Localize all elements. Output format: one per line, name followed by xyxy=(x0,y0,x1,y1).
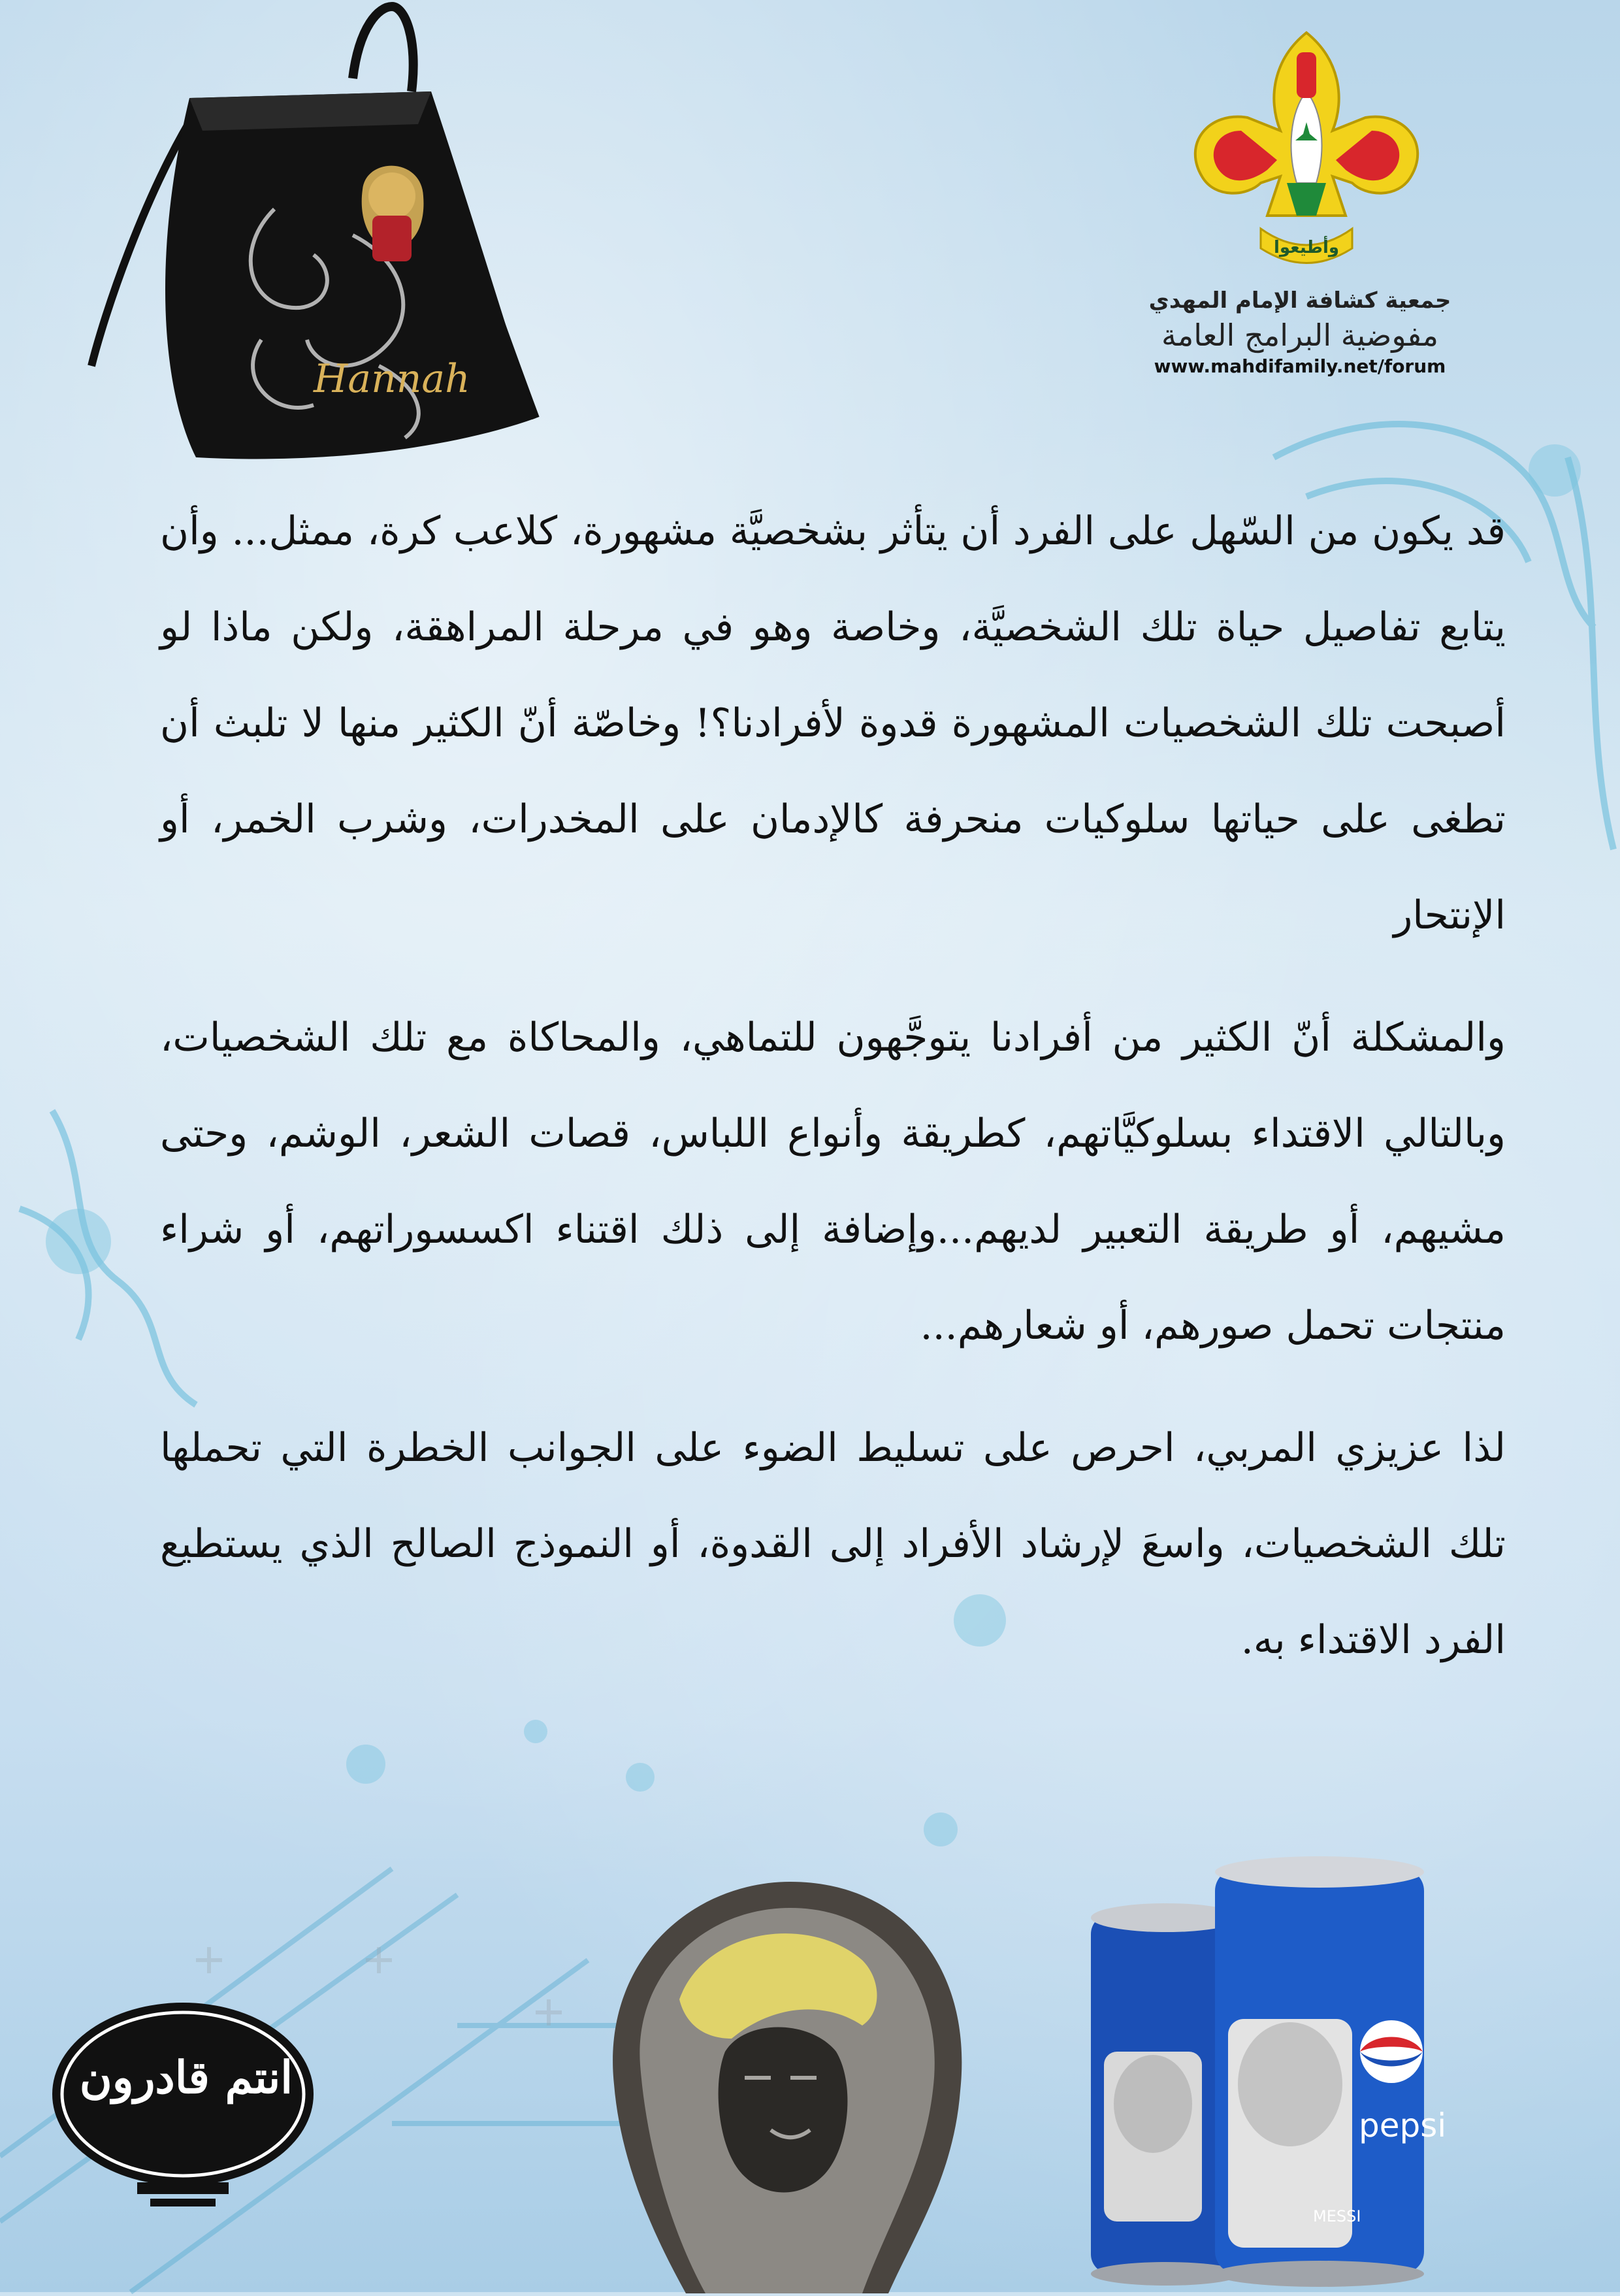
bag-image xyxy=(65,0,562,470)
scout-emblem xyxy=(1169,20,1444,281)
haircut-image xyxy=(575,1869,993,2293)
organization-name: جمعية كشافة الإمام المهدي xyxy=(1148,287,1451,314)
article-body xyxy=(160,484,1506,1688)
soda-cans-image xyxy=(1084,1856,1447,2287)
can-brand-text: pepsi xyxy=(1359,2107,1447,2144)
can-player-name: MESSI xyxy=(1313,2207,1361,2225)
paragraph-3: لذا عزيزي المربي، احرص على تسليط الضوء على الجوانب الخطرة التي تحملها تلك الشخصيات، واسعَ لإرشاد الأفراد إلى القدوة، أو النموذج الصالح الذي يستطيع الفرد الاقتداء به. xyxy=(160,1425,1506,1663)
website-link[interactable]: www.mahdifamily.net/forum xyxy=(1154,355,1446,377)
paragraph-2: والمشكلة أنّ الكثير من أفرادنا يتوجَّهون للتماهي، والمحاكاة مع تلك الشخصيات، وبالتالي الاقتداء بسلوكيَّاتهم، كطريقة وأنواع اللباس، قصات الشعر، الوشم، وحتى مشيهم، أو طريقة التعبير لديهم...وإضافة إلى ذلك اقتناء اكسسوراتهم، أو شراء منتجات تحمل صورهم، أو شعارهم... xyxy=(160,1015,1506,1349)
department-name: مفوضية البرامج العامة xyxy=(1161,318,1438,353)
motto-stamp-text: انتم قادرون xyxy=(79,2052,293,2104)
emblem-motto: وأطيعوا xyxy=(1273,238,1340,257)
organization-header xyxy=(1071,287,1529,377)
bag-print-text: Hannah xyxy=(314,356,470,402)
paragraph-1: قد يكون من السّهل على الفرد أن يتأثر بشخصيَّة مشهورة، كلاعب كرة، ممثل... وأن يتابع تفاصيل حياة تلك الشخصيَّة، وخاصة وهو في مرحلة المراهقة، ولكن ماذا لو أصبحت تلك الشخصيات المشهورة قدوة لأفرادنا؟! وخاصّة أنّ الكثير منها لا تلبث أن تطغى على حياتها سلوكيات منحرفة كالإدمان على المخدرات، وشرب الخمر، أو الإنتحار xyxy=(160,508,1506,938)
